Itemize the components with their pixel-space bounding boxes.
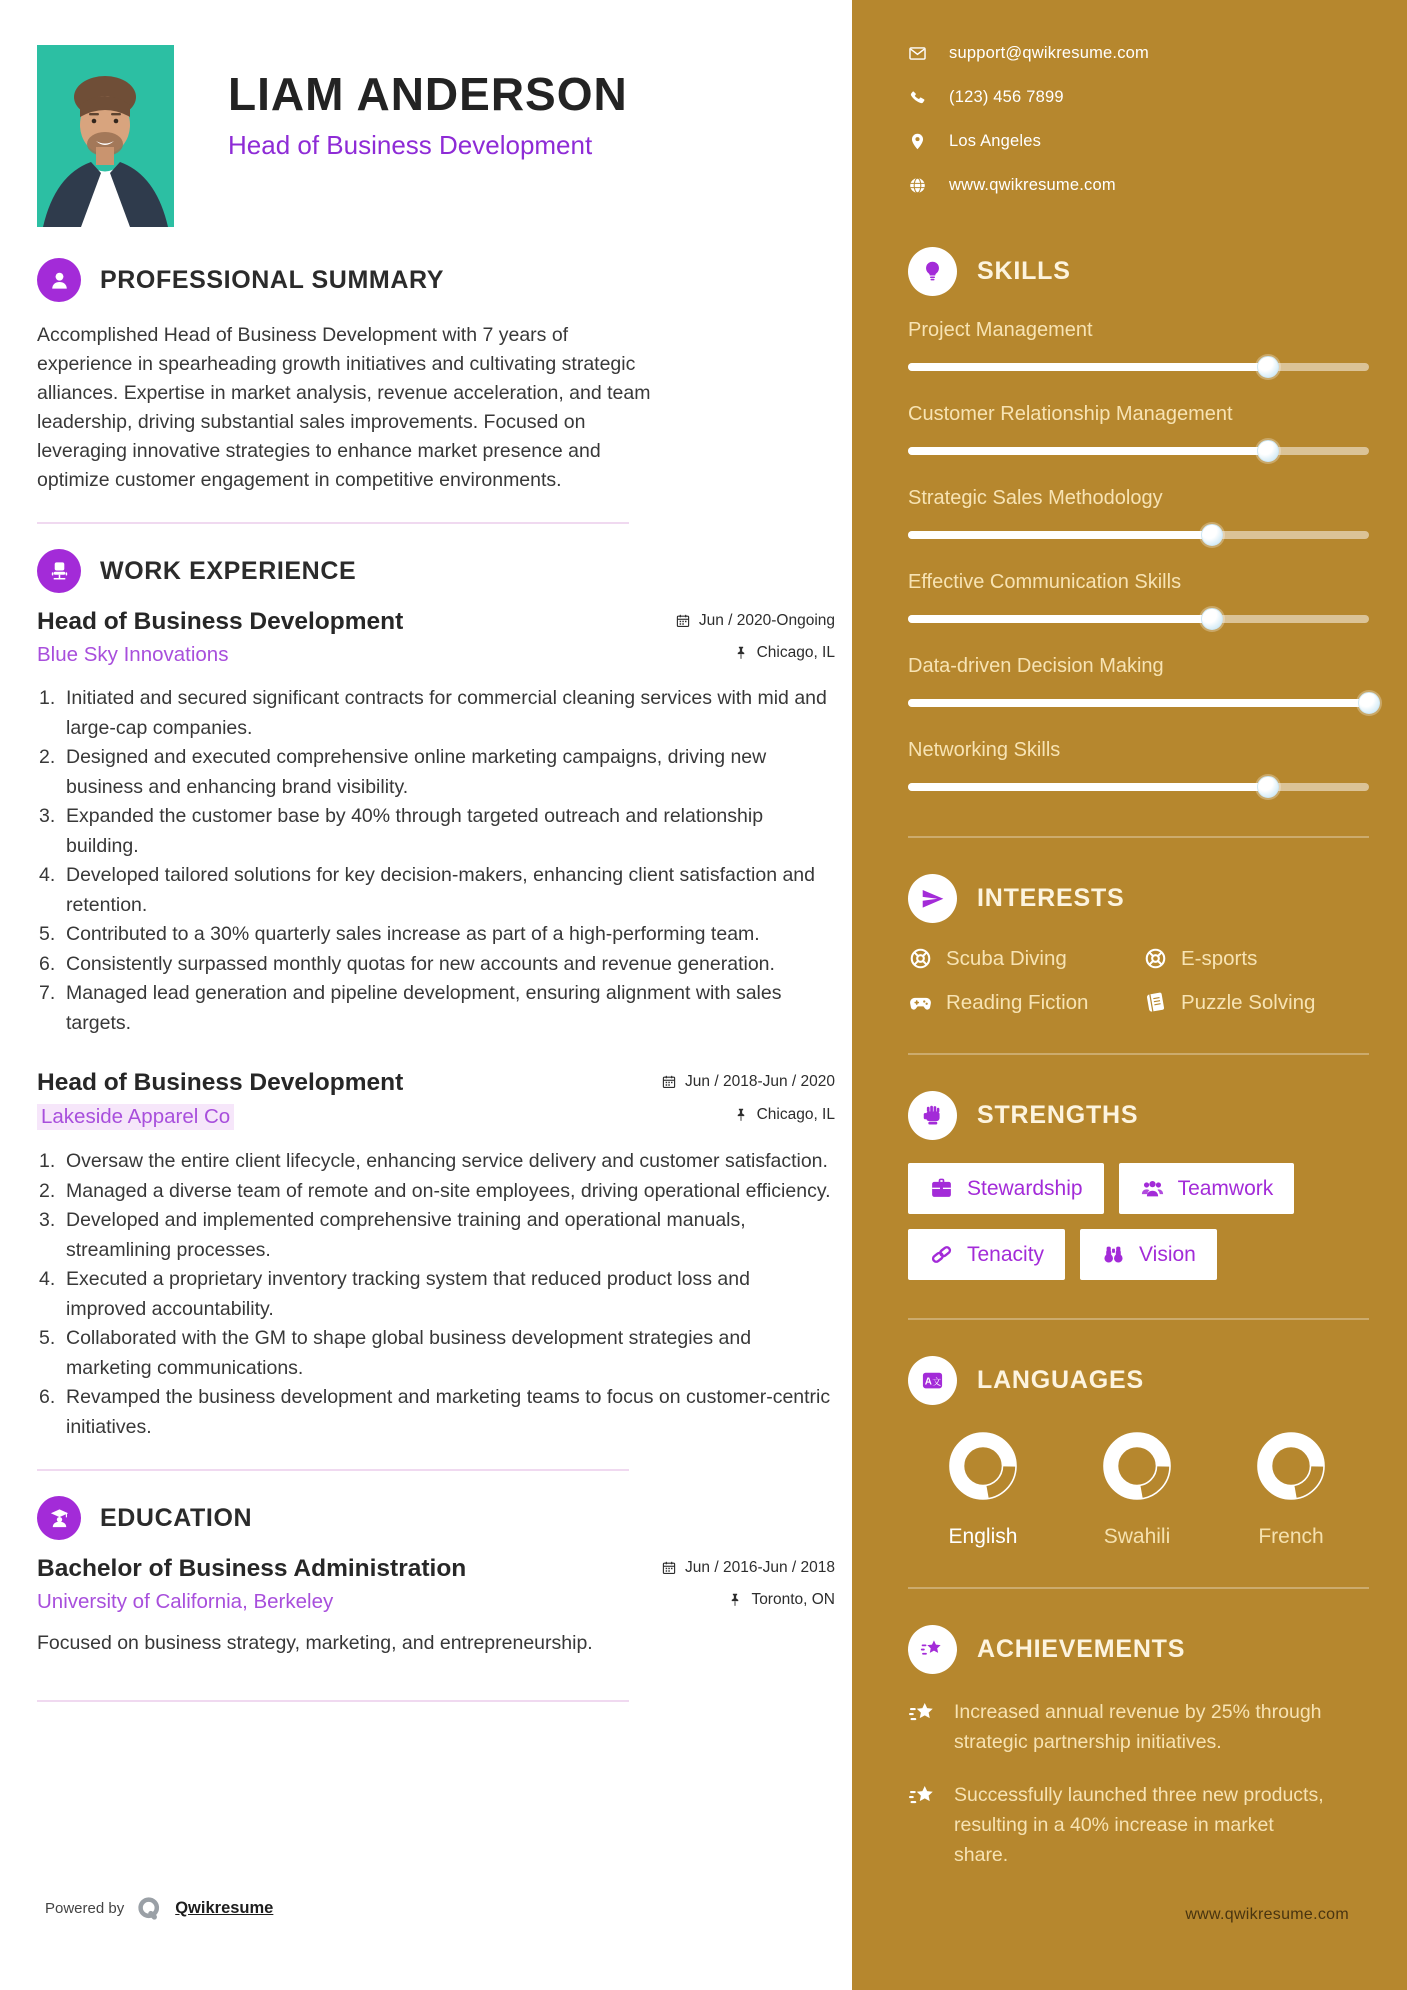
skill-slider[interactable] [908, 524, 1369, 546]
job-location [733, 1106, 835, 1124]
date-text: Jun / 2020-Ongoing [698, 612, 835, 629]
job-date [661, 1073, 835, 1091]
job-subheader-row [37, 643, 835, 667]
skill-label: Effective Communication Skills [908, 571, 1182, 593]
interest-item [908, 946, 1143, 971]
shooting-star-icon [908, 1782, 938, 1812]
slider-fill [908, 783, 1268, 791]
skill-item [908, 655, 1369, 714]
skill-item [908, 319, 1369, 378]
slider-fill [908, 447, 1268, 455]
achievement-item [908, 1697, 1328, 1757]
language-item [908, 1428, 1058, 1549]
person-name: LIAM ANDERSON [228, 68, 628, 120]
achievement-text: Successfully launched three new products, resulting in a 40% increase in market share. [954, 1784, 1324, 1866]
strength-list [908, 1163, 1338, 1280]
job-company[interactable]: Lakeside Apparel Co [37, 1104, 234, 1130]
skill-item [908, 487, 1369, 546]
job-list [37, 608, 835, 1442]
skill-slider[interactable] [908, 608, 1369, 630]
slider-knob[interactable] [1257, 776, 1279, 798]
skill-label: Strategic Sales Methodology [908, 487, 1163, 509]
job-title: Head of Business Development [37, 1069, 404, 1096]
gamepad-icon [908, 990, 933, 1015]
identity-text [228, 45, 628, 227]
section-achievements [908, 1625, 1369, 1870]
slider-fill [908, 363, 1268, 371]
paper-plane-icon [908, 874, 957, 923]
job-bullet: Revamped the business development and marketing teams to focus on customer-centric initiatives. [66, 1386, 831, 1438]
pushpin-icon [733, 645, 749, 661]
job-bullet: Designed and executed comprehensive online marketing campaigns, driving new business and enhancing brand visibility. [66, 746, 767, 798]
job-bullet: Contributed to a 30% quarterly sales increase as part of a high-performing team. [66, 923, 760, 945]
skill-label: Customer Relationship Management [908, 403, 1233, 425]
interest-item [908, 990, 1143, 1015]
section-heading: INTERESTS [977, 884, 1125, 912]
education-date [661, 1559, 835, 1577]
section-header [908, 874, 1369, 923]
section-professional-summary [37, 258, 835, 495]
calendar-icon [661, 1560, 677, 1576]
language-donut [1099, 1428, 1175, 1509]
job-location [733, 644, 835, 662]
strength-label: Stewardship [967, 1176, 1083, 1200]
strength-label: Vision [1139, 1242, 1196, 1266]
interest-label: E-sports [1181, 946, 1258, 970]
svg-text:文: 文 [932, 1376, 942, 1387]
job-bullet-list [37, 1147, 835, 1442]
language-list [908, 1428, 1369, 1549]
job-bullet: Collaborated with the GM to shape global business development strategies and marketing communications. [66, 1327, 752, 1379]
skill-list [908, 319, 1369, 798]
divider [908, 836, 1369, 838]
section-skills [908, 247, 1369, 798]
date-text: Jun / 2016-Jun / 2018 [685, 1559, 835, 1576]
graduate-icon [37, 1496, 81, 1540]
person-title: Head of Business Development [228, 130, 593, 160]
envelope-icon [908, 44, 927, 63]
divider [908, 1318, 1369, 1320]
strength-chip [1080, 1229, 1217, 1280]
education-entry [37, 1555, 835, 1658]
skill-slider[interactable] [908, 356, 1369, 378]
language-donut [1253, 1428, 1329, 1509]
divider [37, 522, 629, 524]
pushpin-icon [727, 1592, 743, 1608]
contact-text[interactable]: Los Angeles [949, 132, 1042, 150]
divider [37, 1469, 629, 1471]
svg-text:A: A [924, 1376, 932, 1388]
section-heading: SKILLS [977, 257, 1071, 285]
section-header [37, 1496, 835, 1540]
section-languages [908, 1356, 1369, 1549]
interest-label: Puzzle Solving [1181, 990, 1316, 1014]
contact-block [908, 44, 1369, 195]
contact-text[interactable]: (123) 456 7899 [949, 88, 1064, 106]
section-heading: WORK EXPERIENCE [100, 556, 357, 585]
job-entry [37, 608, 835, 1038]
life-ring-icon [908, 946, 933, 971]
job-bullet: Expanded the customer base by 40% through targeted outreach and relationship building. [66, 805, 764, 857]
section-header [37, 258, 835, 302]
contact-row [908, 88, 1369, 107]
interest-label: Scuba Diving [946, 946, 1067, 970]
briefcase-icon [929, 1176, 954, 1201]
contact-text[interactable]: www.qwikresume.com [949, 176, 1116, 194]
calendar-icon [661, 1074, 677, 1090]
job-bullet: Executed a proprietary inventory tracking system that reduced product loss and improved accountability. [66, 1268, 750, 1320]
divider [37, 1700, 629, 1702]
fist-icon [908, 1091, 957, 1140]
slider-fill [908, 699, 1369, 707]
location-text: Chicago, IL [756, 1106, 835, 1123]
profile-photo [37, 45, 174, 227]
job-bullet: Managed a diverse team of remote and on-site employees, driving operational efficiency. [66, 1179, 831, 1202]
contact-row [908, 44, 1369, 63]
date-text: Jun / 2018-Jun / 2020 [685, 1073, 835, 1090]
phone-icon [908, 88, 927, 107]
section-strengths [908, 1091, 1369, 1280]
globe-icon [908, 176, 927, 195]
language-label: Swahili [1103, 1525, 1171, 1548]
skill-item [908, 403, 1369, 462]
brand-link[interactable]: Qwikresume [175, 1899, 274, 1917]
qwikresume-logo [136, 1895, 163, 1922]
job-bullet-list [37, 684, 835, 1038]
education-location [727, 1591, 835, 1609]
job-entry [37, 1069, 835, 1442]
achievement-text: Increased annual revenue by 25% through strategic partnership initiatives. [954, 1701, 1322, 1753]
language-item [1062, 1428, 1212, 1549]
language-item [1216, 1428, 1366, 1549]
strength-chip [908, 1229, 1065, 1280]
lightbulb-icon [908, 247, 957, 296]
contact-row [908, 176, 1369, 195]
right-column [852, 0, 1407, 1990]
section-education [37, 1496, 835, 1658]
person-icon [37, 258, 81, 302]
book-icon [1143, 990, 1168, 1015]
skill-slider[interactable] [908, 692, 1369, 714]
section-header [37, 549, 835, 593]
office-chair-icon [37, 549, 81, 593]
skill-label: Data-driven Decision Making [908, 655, 1164, 677]
section-interests [908, 874, 1369, 1015]
calendar-icon [675, 613, 691, 629]
slider-knob[interactable] [1257, 440, 1279, 462]
section-header [908, 1625, 1369, 1674]
skill-label: Networking Skills [908, 739, 1061, 761]
team-icon [1140, 1176, 1165, 1201]
slider-knob[interactable] [1201, 608, 1223, 630]
contact-text[interactable]: support@qwikresume.com [949, 44, 1149, 62]
section-header [908, 247, 1369, 296]
strength-label: Tenacity [967, 1242, 1045, 1266]
strength-chip [908, 1163, 1104, 1214]
job-subheader-row [37, 1104, 835, 1130]
section-heading: ACHIEVEMENTS [977, 1635, 1186, 1663]
interest-item [1143, 946, 1369, 971]
slider-knob[interactable] [1201, 524, 1223, 546]
education-note: Focused on business strategy, marketing, and entrepreneurship. [37, 1632, 593, 1654]
skill-item [908, 571, 1369, 630]
language-label: English [948, 1525, 1018, 1548]
footer-website: www.qwikresume.com [1185, 1906, 1349, 1923]
job-bullet: Oversaw the entire client lifecycle, enhancing service delivery and customer satisfaction. [66, 1150, 828, 1172]
divider [908, 1587, 1369, 1589]
slider-fill [908, 615, 1212, 623]
section-heading: PROFESSIONAL SUMMARY [100, 265, 444, 294]
skill-slider[interactable] [908, 776, 1369, 798]
job-company[interactable]: Blue Sky Innovations [37, 643, 229, 666]
location-text: Chicago, IL [756, 644, 835, 661]
location-text: Toronto, ON [751, 1591, 835, 1608]
section-heading: LANGUAGES [977, 1366, 1144, 1394]
shooting-star-icon [908, 1625, 957, 1674]
job-title: Head of Business Development [37, 608, 404, 635]
job-bullet: Initiated and secured significant contracts for commercial cleaning services with mid and large-cap companies. [66, 687, 827, 739]
job-bullet: Consistently surpassed monthly quotas for new accounts and revenue generation. [66, 952, 775, 975]
interest-label: Reading Fiction [946, 990, 1089, 1014]
job-bullet: Developed tailored solutions for key decision-makers, enhancing client satisfaction and retention. [66, 864, 815, 916]
chain-link-icon [929, 1242, 954, 1267]
language-donut [945, 1428, 1021, 1509]
skill-label: Project Management [908, 319, 1093, 341]
translate-icon [908, 1356, 957, 1405]
life-ring-icon [1143, 946, 1168, 971]
achievement-item [908, 1780, 1328, 1870]
language-label: French [1258, 1525, 1324, 1548]
job-header-row [37, 608, 835, 636]
skill-item [908, 739, 1369, 798]
section-heading: EDUCATION [100, 1503, 253, 1532]
skill-slider[interactable] [908, 440, 1369, 462]
slider-fill [908, 531, 1212, 539]
identity-header [37, 45, 835, 227]
shooting-star-icon [908, 1699, 938, 1729]
interest-item [1143, 990, 1369, 1015]
interest-list [908, 946, 1369, 1015]
achievement-list [908, 1697, 1369, 1870]
strength-label: Teamwork [1177, 1176, 1274, 1200]
job-date [675, 612, 835, 630]
degree-title: Bachelor of Business Administration [37, 1555, 467, 1582]
contact-row [908, 132, 1369, 151]
section-work-experience [37, 549, 835, 1442]
map-pin-icon [908, 132, 927, 151]
portrait-illustration [37, 45, 174, 227]
job-bullet: Developed and implemented comprehensive training and operational manuals, streamlining processes. [66, 1209, 746, 1261]
job-header-row [37, 1069, 835, 1097]
binoculars-icon [1101, 1242, 1126, 1267]
powered-by-label: Powered by [45, 1900, 125, 1917]
slider-knob[interactable] [1358, 692, 1380, 714]
pushpin-icon [733, 1107, 749, 1123]
strength-chip [1119, 1163, 1295, 1214]
job-bullet: Managed lead generation and pipeline development, ensuring alignment with sales targets. [66, 982, 782, 1034]
powered-by-footer [45, 1895, 273, 1922]
slider-knob[interactable] [1257, 356, 1279, 378]
school-name[interactable]: University of California, Berkeley [37, 1590, 334, 1613]
section-heading: STRENGTHS [977, 1101, 1139, 1129]
section-header [908, 1091, 1369, 1140]
summary-text: Accomplished Head of Business Development with 7 years of experience in spearheading growth initiatives and cultivating strategic alliances. Expertise in market analysis, revenue acceleration, and team leadership, driving substantial sales improvements. Focused on leveraging innovative strategies to enhance market presence and optimize customer engagement in competitive environments. [37, 324, 651, 491]
section-header [908, 1356, 1369, 1405]
divider [908, 1053, 1369, 1055]
